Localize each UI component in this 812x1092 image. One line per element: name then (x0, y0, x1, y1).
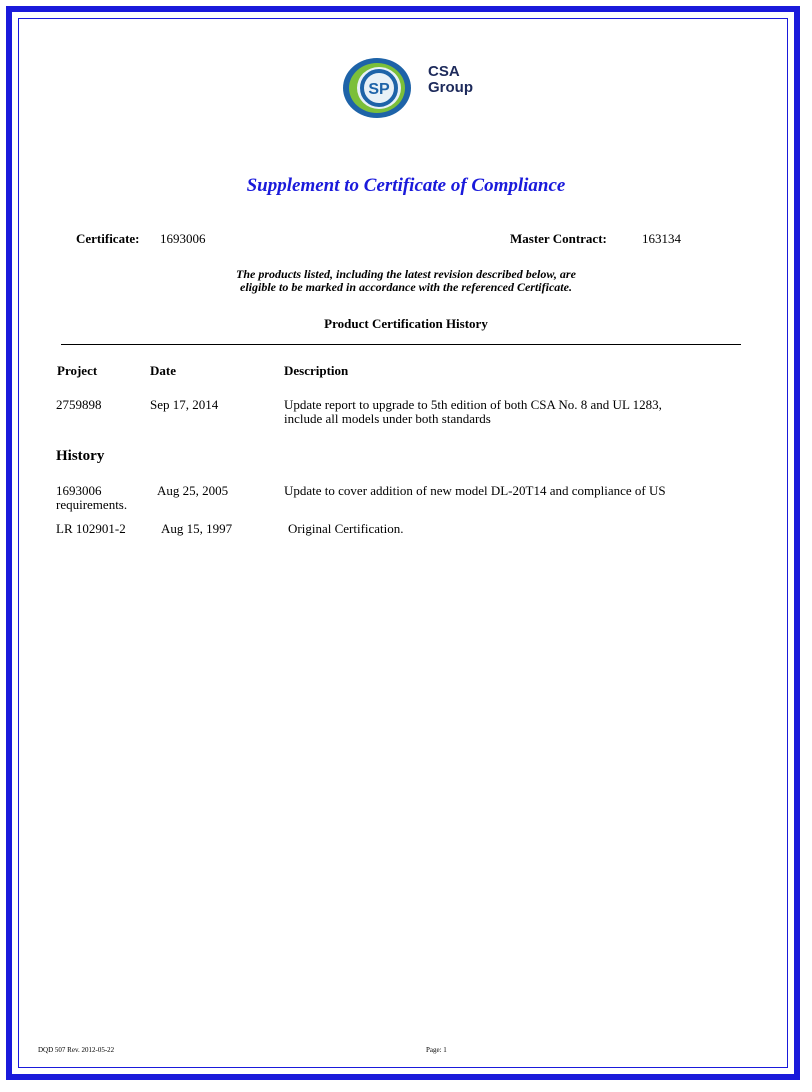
history-row-2-project: LR 102901-2 (56, 521, 126, 536)
logo-text-line2: Group (428, 79, 473, 96)
footer-page-number: Page: 1 (426, 1046, 447, 1054)
history-row-1-project-number: 1693006 (56, 483, 102, 498)
footer-form-id: DQD 507 Rev. 2012-05-22 (38, 1046, 115, 1054)
history-row-2-date: Aug 15, 1997 (161, 521, 233, 536)
certificate-label: Certificate: (76, 231, 140, 246)
history-row-1-date: Aug 25, 2005 (157, 483, 229, 498)
page-title: Supplement to Certificate of Compliance (246, 175, 566, 196)
note-line-2: eligible to be marked in accordance with the referenced Certificate. (240, 280, 572, 294)
csa-seal-icon (341, 52, 427, 122)
header-date: Date (150, 363, 176, 378)
master-contract-value: 163134 (642, 231, 681, 246)
section-title: Product Certification History (324, 316, 488, 331)
row-project: 2759898 (56, 397, 102, 412)
certificate-value: 1693006 (160, 231, 206, 246)
history-heading: History (56, 448, 105, 464)
seal-text: SP (368, 81, 390, 98)
section-divider (61, 344, 741, 345)
history-row-1-project-cont: requirements. (56, 497, 128, 512)
header-description: Description (284, 363, 349, 378)
logo-wordmark (428, 64, 473, 96)
master-contract-label: Master Contract: (510, 231, 607, 246)
eligibility-note (0, 268, 812, 294)
row-date: Sep 17, 2014 (150, 397, 219, 412)
row-description-line-2: include all models under both standards (284, 411, 491, 426)
note-line-1: The products listed, including the latest revision described below, are (236, 267, 576, 281)
logo-text-line1: CSA (428, 63, 460, 80)
row-description (284, 398, 662, 426)
row-description-line-1: Update report to upgrade to 5th edition of both CSA No. 8 and UL 1283, (284, 397, 662, 412)
history-row-1-project (56, 484, 127, 512)
history-row-1-description: Update to cover addition of new model DL-20T14 and compliance of US (284, 483, 666, 498)
history-row-2-description: Original Certification. (288, 521, 404, 536)
header-project: Project (57, 363, 98, 378)
